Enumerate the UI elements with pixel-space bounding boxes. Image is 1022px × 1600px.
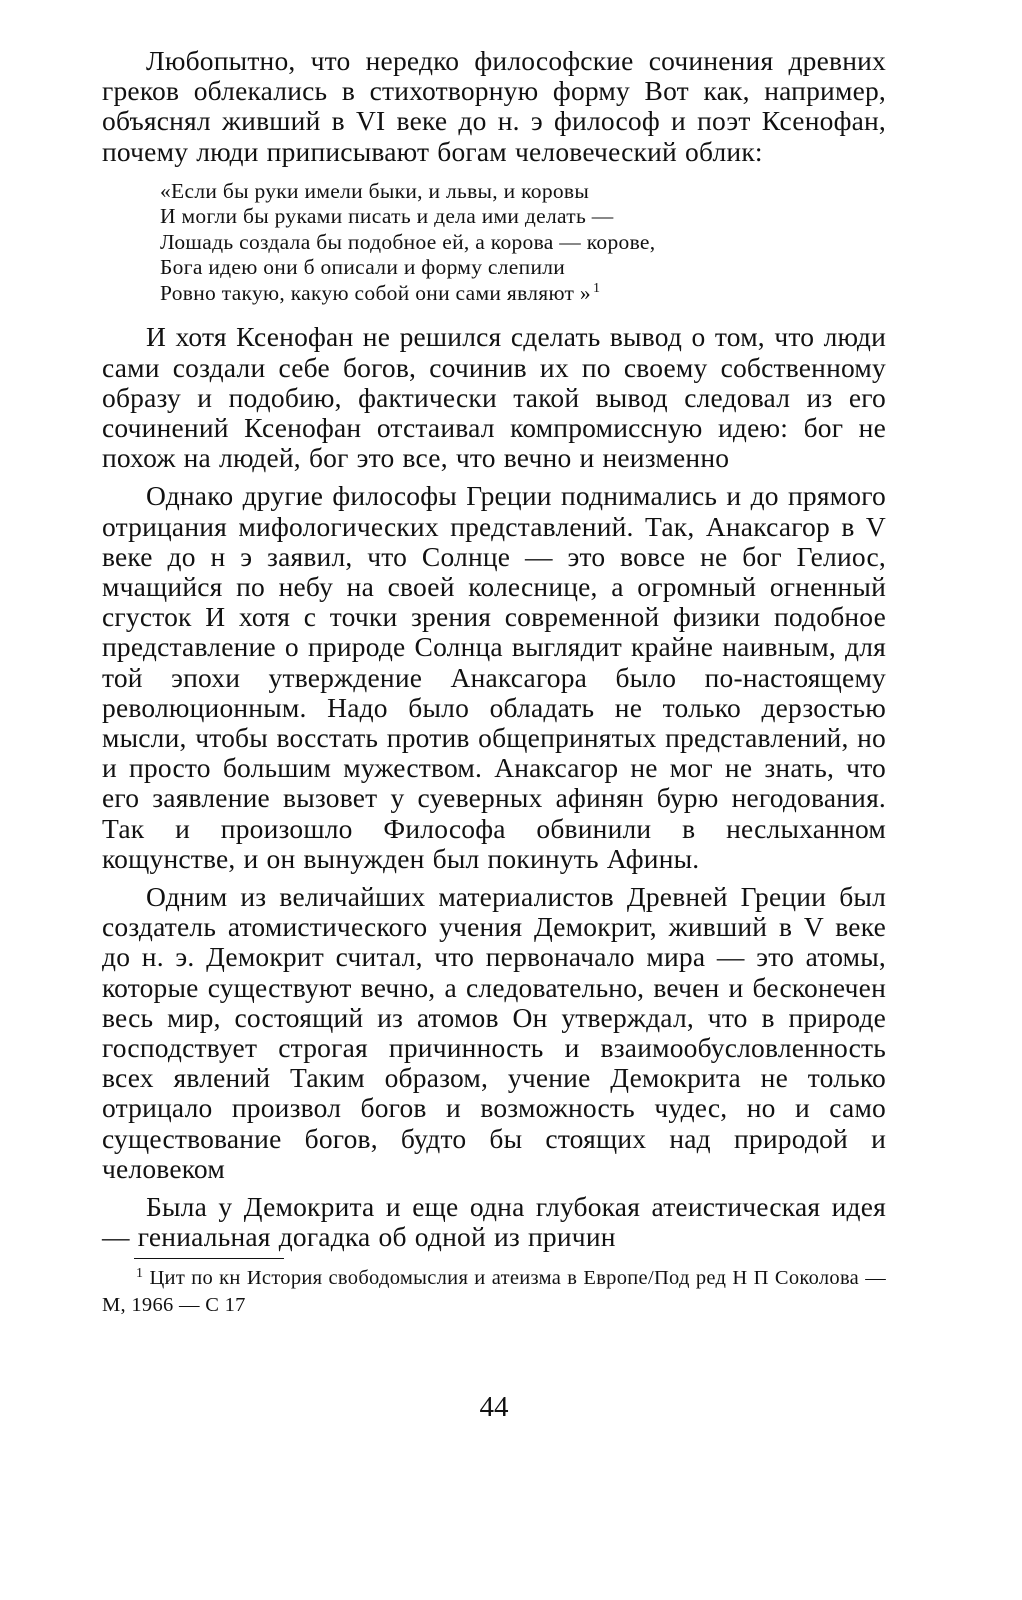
book-page — [102, 46, 886, 1566]
poem-line — [160, 281, 886, 307]
poem-line-text: Ровно такую, какую собой они сами являют » — [160, 280, 591, 305]
poem-line: Лошадь создала бы подобное ей, а корова — корове, — [160, 229, 656, 254]
poem-line: «Если бы руки имели быки, и львы, и коровы — [160, 178, 590, 203]
paragraph-xenophanes: И хотя Ксенофан не решился сделать вывод о том, что люди сами создали себе богов, сочинив их по своему собственному образу и подобию, фактически такой вывод следовал из его сочинений Ксенофан отстаивал компромиссную идею: бог не похож на людей, бог это все, что вечно и неизменно — [102, 321, 886, 474]
paragraph-anaxagoras: Однако другие философы Греции поднимались и до прямого отрицания мифологических представлений. Так, Анаксагор в V веке до н э заявил, что Солнце — это вовсе не бог Гелиос, мчащийся по небу на своей колеснице, а огромный огненный сгусток И хотя с точки зрения современной физики подобное представление о природе Солнца выглядит крайне наивным, для той эпохи утверждение Анаксагора было по-настоящему революционным. Надо было обладать не только дерзостью мысли, чтобы восстать против общепринятых представлений, но и просто большим мужеством. Анаксагор не мог не знать, что его заявление вызовет у суеверных афинян бурю негодования. Так и произошло Философа обвинили в неслыханном кощунстве, и он вынужден был покинуть Афины. — [102, 480, 886, 874]
poem-line: Бога идею они б описали и форму слепили — [160, 255, 566, 280]
poem-line: И могли бы руками писать и дела ими делать — — [160, 204, 614, 229]
paragraph-democritus: Одним из величайших материалистов Древней Греции был создатель атомистического учения Демокрит, живший в V веке до н. э. Демокрит считал, что первоначало мира — это атомы, которые существуют вечно, а следовательно, вечен и бесконечен весь мир, состоящий из атомов Он утверждал, что в природе господствует строгая причинность и взаимообусловленность всех явлений Таким образом, учение Демокрита не только отрицало произвол богов и возможность чудес, но и само существование богов, будто бы стоящих над природой и человеком — [102, 880, 886, 1184]
footnote-mark: 1 — [136, 1265, 144, 1281]
page-number: 44 — [479, 1391, 509, 1423]
footnote-reference: 1 — [592, 280, 601, 296]
paragraph-intro: Любопытно, что нередко философские сочинения древних греков облекались в стихотворную форму Вот как, например, объяснял живший в VI веке до н. э философ и поэт Ксенофан, почему люди приписывают богам человеческий облик: — [102, 45, 886, 167]
footnote-divider — [134, 1258, 284, 1259]
paragraph-continuation: Была у Демокрита и еще одна глубокая атеистическая идея — гениальная догадка об одной из причин — [102, 1191, 886, 1253]
footnote-text: Цит по кн История свободомыслия и атеизма в Европе/Под ред Н П Соколова — М, 1966 — С 17 — [102, 1267, 886, 1317]
footnote — [102, 1265, 886, 1319]
poem-quote — [160, 179, 886, 307]
